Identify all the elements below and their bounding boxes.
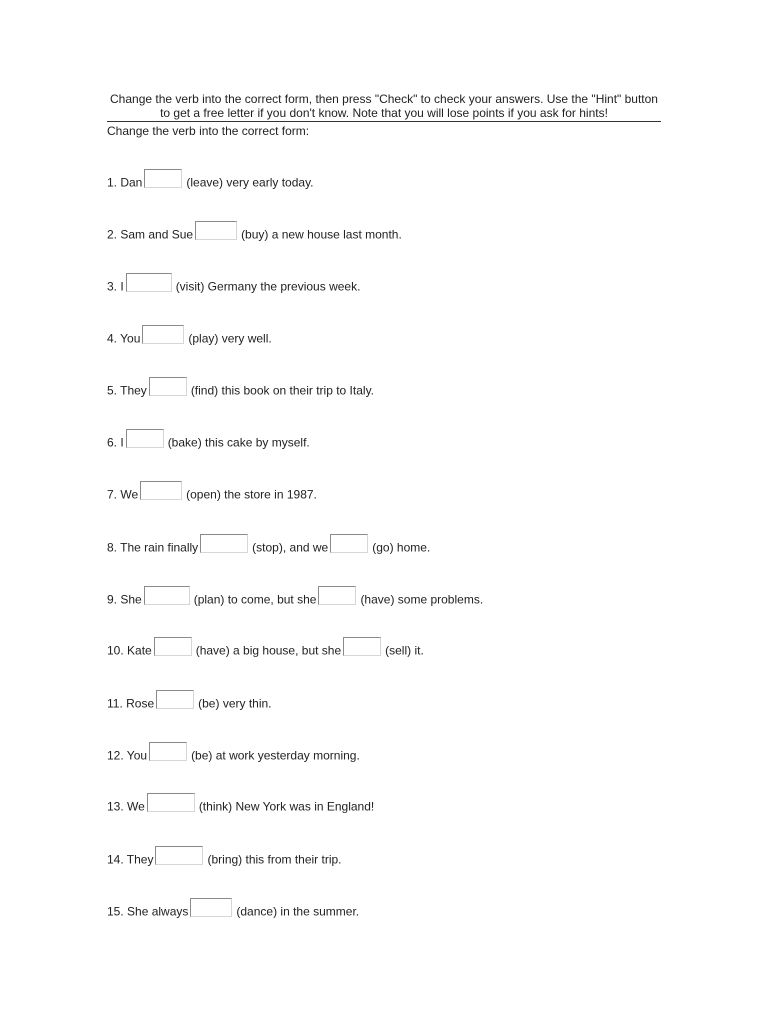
question-text: 14. They xyxy=(107,852,154,867)
question-text: 9. She xyxy=(107,592,142,607)
question-text: 4. You xyxy=(107,331,141,346)
answer-input-15[interactable] xyxy=(190,898,232,917)
question-text: (be) at work yesterday morning. xyxy=(191,748,360,763)
question-text: (have) a big house, but she xyxy=(195,643,342,658)
question-text: 3. I xyxy=(107,279,124,294)
answer-input-12[interactable] xyxy=(149,742,187,761)
answer-input-1[interactable] xyxy=(144,169,182,188)
answer-input-4[interactable] xyxy=(142,325,184,344)
answer-input-10b[interactable] xyxy=(343,637,381,656)
answer-input-10a[interactable] xyxy=(154,637,192,656)
question-text: 10. Kate xyxy=(107,643,152,658)
question-text: 11. Rose xyxy=(107,696,155,711)
answer-input-5[interactable] xyxy=(149,377,187,396)
answer-input-13[interactable] xyxy=(147,793,195,812)
question-14 xyxy=(107,852,342,871)
question-text: (buy) a new house last month. xyxy=(241,227,402,242)
exercise-subtitle: Change the verb into the correct form: xyxy=(107,124,310,138)
question-text: 1. Dan xyxy=(107,175,143,190)
question-text: (go) home. xyxy=(372,540,431,555)
question-text: (think) New York was in England! xyxy=(198,799,375,814)
question-text: (leave) very early today. xyxy=(186,175,314,190)
question-text: (be) very thin. xyxy=(198,696,272,711)
question-9 xyxy=(107,592,483,611)
question-2 xyxy=(107,227,402,246)
question-text: (visit) Germany the previous week. xyxy=(175,279,361,294)
question-text: 7. We xyxy=(107,487,139,502)
question-3 xyxy=(107,279,360,298)
question-text: (bring) this from their trip. xyxy=(207,852,342,867)
answer-input-9b[interactable] xyxy=(318,586,356,605)
question-1 xyxy=(107,175,314,194)
question-text: (have) some problems. xyxy=(360,592,484,607)
question-text: (sell) it. xyxy=(385,643,424,658)
question-text: 13. We xyxy=(107,799,145,814)
answer-input-8a[interactable] xyxy=(200,534,248,553)
question-text: (play) very well. xyxy=(188,331,272,346)
answer-input-3[interactable] xyxy=(126,273,172,292)
question-text: (find) this book on their trip to Italy. xyxy=(190,383,375,398)
question-text: 6. I xyxy=(107,435,124,450)
answer-input-2[interactable] xyxy=(195,221,237,240)
question-11 xyxy=(107,696,272,715)
question-text: 15. She always xyxy=(107,904,189,919)
instructions-text: Change the verb into the correct form, then press "Check" to check your answers. Use the "Hint" button to get a free letter if you don't know. Note that you will lose points if you ask for hints! xyxy=(107,92,661,122)
question-7 xyxy=(107,487,317,506)
question-8 xyxy=(107,540,430,559)
answer-input-14[interactable] xyxy=(155,846,203,865)
question-text: 2. Sam and Sue xyxy=(107,227,194,242)
question-10 xyxy=(107,643,424,662)
answer-input-9a[interactable] xyxy=(144,586,190,605)
question-text: (dance) in the summer. xyxy=(236,904,360,919)
question-4 xyxy=(107,331,272,350)
question-13 xyxy=(107,799,374,818)
question-text: (bake) this cake by myself. xyxy=(167,435,310,450)
question-text: (stop), and we xyxy=(252,540,329,555)
question-text: 8. The rain finally xyxy=(107,540,199,555)
question-text: 12. You xyxy=(107,748,148,763)
answer-input-7[interactable] xyxy=(140,481,182,500)
question-12 xyxy=(107,748,360,767)
question-6 xyxy=(107,435,310,454)
answer-input-8b[interactable] xyxy=(330,534,368,553)
answer-input-11[interactable] xyxy=(156,690,194,709)
question-text: (plan) to come, but she xyxy=(193,592,317,607)
answer-input-6[interactable] xyxy=(126,429,164,448)
question-text: (open) the store in 1987. xyxy=(186,487,317,502)
question-15 xyxy=(107,904,359,923)
question-text: 5. They xyxy=(107,383,147,398)
question-5 xyxy=(107,383,374,402)
